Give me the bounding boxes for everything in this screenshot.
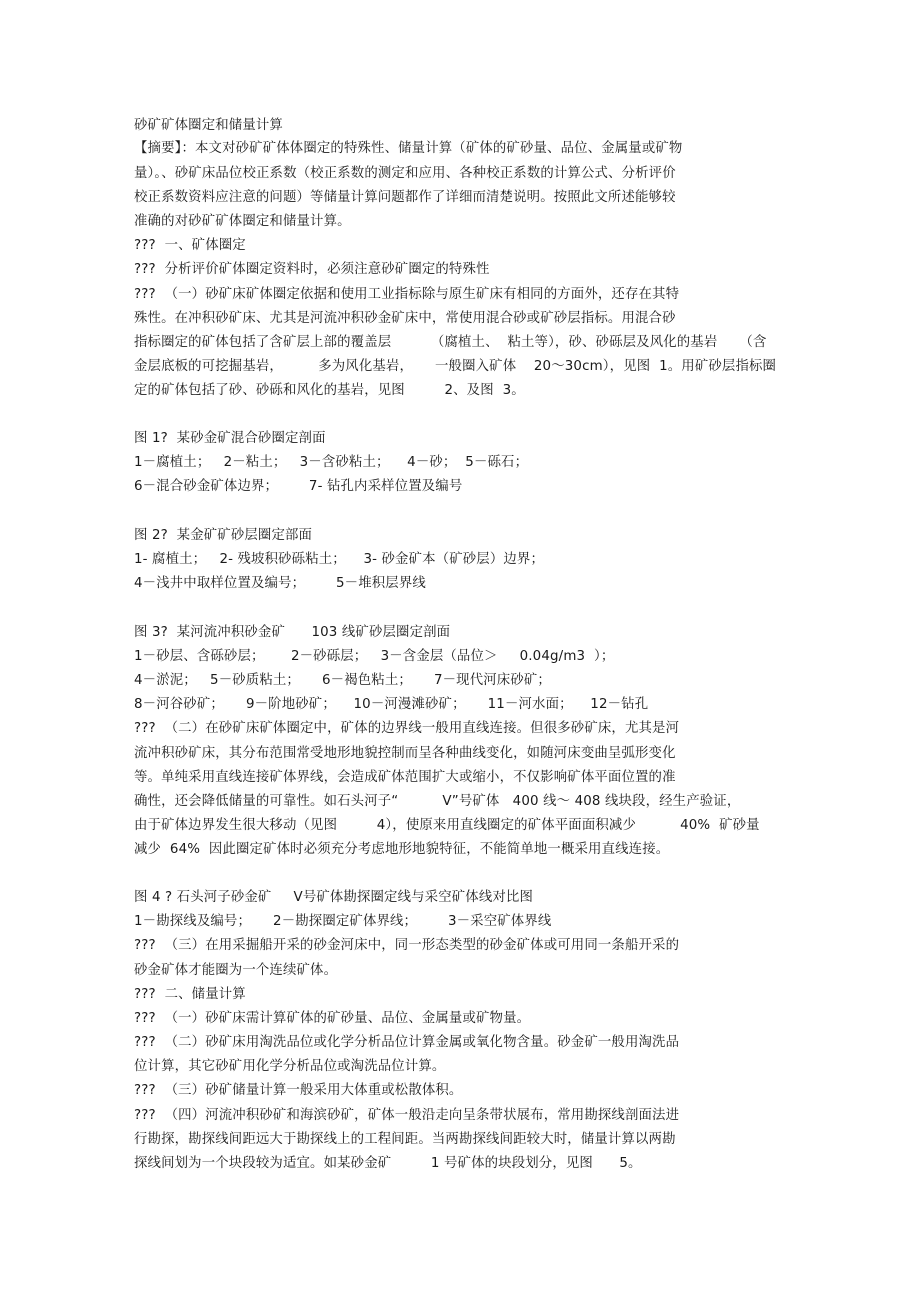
paragraph-line: ??? 分析评价矿体圈定资料时，必须注意砂矿圈定的特殊性 [134, 262, 490, 277]
figure-caption: 图 2? 某金矿矿砂层圈定部面 [134, 528, 313, 543]
abstract-line: 【摘要】：本文对砂矿矿体体圈定的特殊性、储量计算（矿体的矿砂量、品位、金属量或矿物 [134, 141, 683, 156]
paragraph-line: 砂金矿体才能圈为一个连续矿体。 [134, 963, 338, 978]
paragraph-line: ??? （三）在用采掘船开采的砂金河床中，同一形态类型的砂金矿体或可用同一条船开采的 [134, 938, 680, 953]
paragraph-line: 金层底板的可挖掘基岩， 多为风化基岩， 一般圈入矿体 20～30cm），见图 1。用矿砂层指标圈 [134, 359, 777, 374]
figure-legend: 1－砂层、含砾砂层； 2－砂砾层； 3－含金层（品位＞ 0.04g/m3 ）； [134, 649, 615, 664]
paragraph-line: 减少 64% 因此圈定矿体时必须充分考虑地形地貌特征，不能简单地一概采用直线连接。 [134, 842, 670, 857]
paragraph-line: 殊性。在冲积砂矿床、尤其是河流冲积砂金矿床中，常使用混合砂或矿砂层指标。用混合砂 [134, 311, 676, 326]
paragraph-line: 定的矿体包括了砂、砂砾和风化的基岩，见图 2、及图 3。 [134, 383, 525, 398]
paragraph-line: 流冲积砂矿床，其分布范围常受地形地貌控制而呈各种曲线变化，如随河床变曲呈弧形变化 [134, 746, 676, 761]
paragraph-line: 由于矿体边界发生很大移动（见图 4），使原来用直线圈定的矿体平面面积减少 40% 矿砂量 [134, 818, 760, 833]
paragraph-line: 指标圈定的矿体包括了含矿层上部的覆盖层 （腐植土、 粘土等），砂、砂砾层及风化的基岩 （含 [134, 335, 767, 350]
paragraph-line: 等。单纯采用直线连接矿体界线，会造成矿体范围扩大或缩小，不仅影响矿体平面位置的准 [134, 770, 676, 785]
paragraph-line: 位计算，其它砂矿用化学分析品位或淘洗品位计算。 [134, 1059, 446, 1074]
paragraph-line: 确性，还会降低储量的可靠性。如石头河子“ V”号矿体 400 线～ 408 线块段，经生产验证， [134, 794, 741, 809]
paragraph-line: ??? （二）砂矿床用淘洗品位或化学分析品位计算金属或氧化物含量。砂金矿一般用淘洗品 [134, 1035, 680, 1050]
figure-legend: 1- 腐植土； 2- 残坡积砂砾粘土； 3- 砂金矿本（矿砂层）边界； [134, 552, 544, 567]
figure-legend: 4－淤泥； 5－砂质粘土； 6－褐色粘土； 7－现代河床砂矿； [134, 673, 551, 688]
figure-legend: 6－混合砂金矿体边界； 7- 钻孔内采样位置及编号 [134, 479, 463, 494]
paragraph-line: ??? （一）砂矿床矿体圈定依据和使用工业指标除与原生矿床有相同的方面外，还存在其特 [134, 287, 680, 302]
abstract-line: 准确的对砂矿矿体圈定和储量计算。 [134, 214, 351, 229]
abstract-line: 校正系数资料应注意的问题）等储量计算问题都作了详细而清楚说明。按照此文所述能够较 [134, 190, 676, 205]
paragraph-line: ??? （二）在砂矿床矿体圈定中，矿体的边界线一般用直线连接。但很多砂矿床，尤其是河 [134, 721, 680, 736]
figure-legend: 1－勘探线及编号； 2－勘探圈定矿体界线； 3－采空矿体界线 [134, 914, 552, 929]
section-heading: ??? 二、储量计算 [134, 987, 246, 1002]
paragraph-line: ??? （一）砂矿床需计算矿体的矿砂量、品位、金属量或矿物量。 [134, 1011, 531, 1026]
abstract-line: 量）。、砂矿床品位校正系数（校正系数的测定和应用、各种校正系数的计算公式、分析评价 [134, 166, 676, 181]
figure-legend: 8－河谷砂矿； 9－阶地砂矿； 10－河漫滩砂矿； 11－河水面； 12－钻孔 [134, 697, 649, 712]
figure-caption: 图 4 ? 石头河子砂金矿 V号矿体勘探圈定线与采空矿体线对比图 [134, 890, 534, 905]
section-heading: ??? 一、矿体圈定 [134, 238, 246, 253]
document-title: 砂矿矿体圈定和储量计算 [134, 118, 283, 133]
figure-legend: 1－腐植土； 2－粘土； 3－含砂粘土； 4－砂； 5－砾石； [134, 455, 529, 470]
figure-caption: 图 1? 某砂金矿混合砂圈定剖面 [134, 431, 326, 446]
paragraph-line: ??? （四）河流冲积砂矿和海滨砂矿，矿体一般沿走向呈条带状展布，常用勘探线剖面法进 [134, 1108, 680, 1123]
paragraph-line: 探线间划为一个块段较为适宜。如某砂金矿 1 号矿体的块段划分，见图 5。 [134, 1156, 642, 1171]
paragraph-line: 行勘探，勘探线间距远大于勘探线上的工程间距。当两勘探线间距较大时，储量计算以两勘 [134, 1132, 676, 1147]
paragraph-line: ??? （三）砂矿储量计算一般采用大体重或松散体积。 [134, 1083, 463, 1098]
figure-legend: 4－浅井中取样位置及编号； 5－堆积层界线 [134, 576, 426, 591]
figure-caption: 图 3? 某河流冲积砂金矿 103 线矿砂层圈定剖面 [134, 625, 451, 640]
